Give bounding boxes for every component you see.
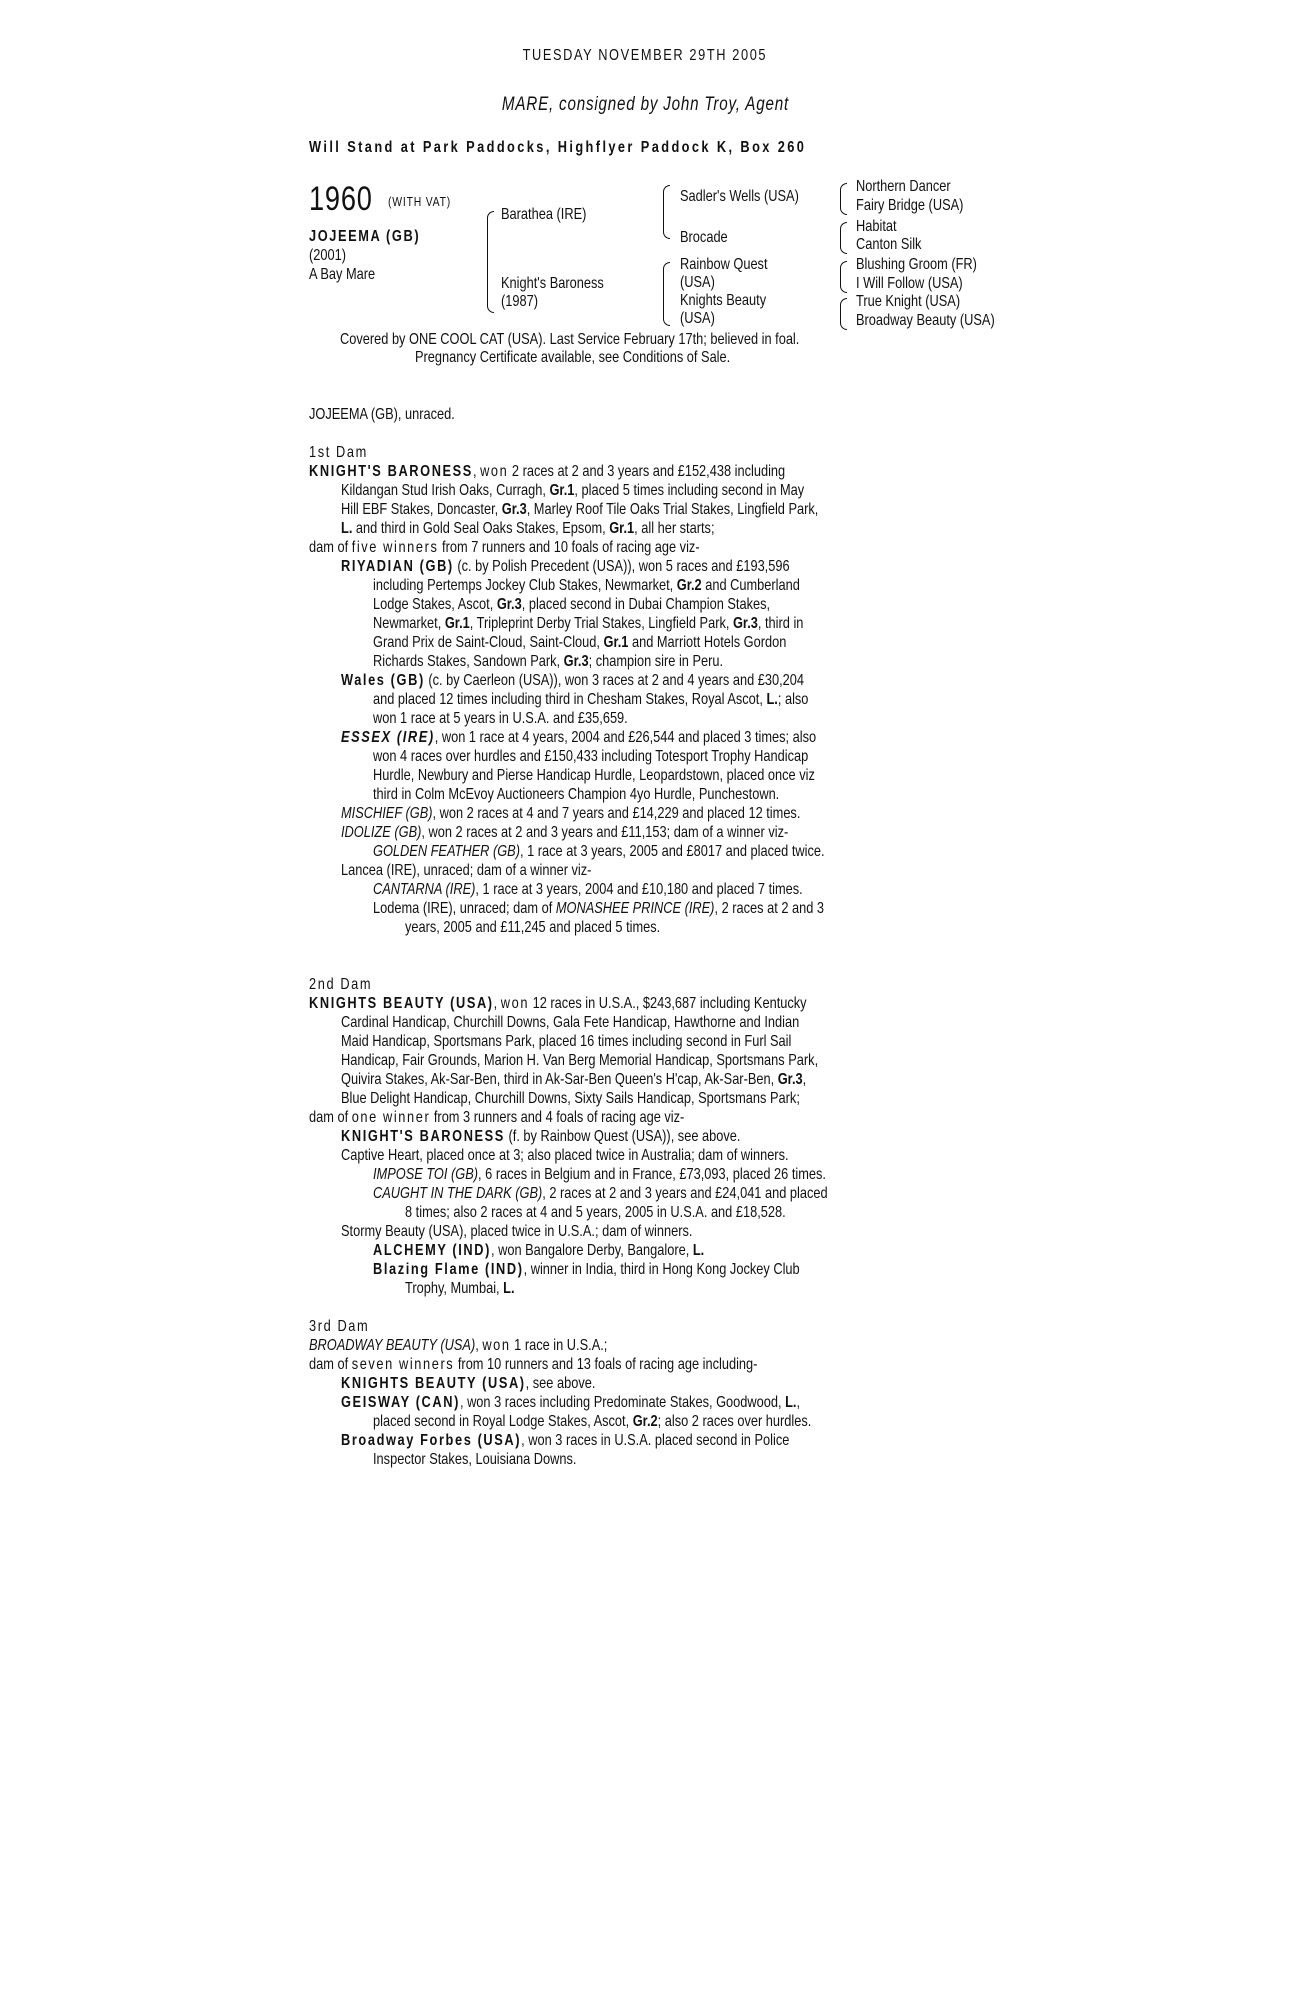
text-segment: won <box>500 995 530 1012</box>
text-segment: Gr.3 <box>732 615 758 632</box>
text-line <box>309 880 1159 899</box>
text-line-content <box>341 557 790 576</box>
pedigree-dss: Blushing Groom (FR) <box>856 256 977 273</box>
text-line-content <box>309 1355 757 1374</box>
covered-line-2: Pregnancy Certificate available, see Conditions of Sale. <box>415 349 731 366</box>
text-segment: , all her starts; <box>634 520 715 537</box>
text-line <box>309 918 1159 937</box>
text-line-content <box>341 1222 692 1241</box>
text-line <box>309 975 1159 994</box>
text-line-content <box>373 633 786 652</box>
stand-location: Will Stand at Park Paddocks, Highflyer Paddock K, Box 260 <box>309 139 807 156</box>
text-segment: Trophy, Mumbai, <box>405 1280 504 1297</box>
pedigree-brace-ss <box>840 183 847 215</box>
text-segment: Captive Heart, placed once at 3; also placed twice in Australia; dam of winners. <box>341 1147 789 1164</box>
text-segment: , 1 race at 3 years, 2005 and £8017 and placed twice. <box>519 843 825 860</box>
text-line-content <box>341 1032 791 1051</box>
text-line-content <box>309 538 700 557</box>
text-segment: MONASHEE PRINCE (IRE) <box>555 900 715 917</box>
text-segment: (f. by Rainbow Quest (USA)), see above. <box>504 1128 741 1145</box>
vat-note: (WITH VAT) <box>388 194 452 209</box>
text-segment: Gr.3 <box>563 653 589 670</box>
text-line-content <box>341 1013 799 1032</box>
text-segment: , won 2 races at 2 and 3 years and £11,153; dam of a winner viz- <box>421 824 789 841</box>
text-segment: 3rd Dam <box>309 1318 370 1335</box>
text-segment: five winners <box>351 539 439 556</box>
text-segment: , won 3 races including Predominate Stakes, Goodwood, <box>459 1394 786 1411</box>
text-segment: JOJEEMA (GB), unraced. <box>309 406 455 423</box>
text-line <box>309 1355 1159 1374</box>
text-segment: Wales (GB) <box>341 672 425 689</box>
text-line-content <box>309 1336 607 1355</box>
text-segment: one winner <box>351 1109 431 1126</box>
spacer <box>309 956 1159 975</box>
text-segment: , third in <box>757 615 804 632</box>
text-segment: IMPOSE TOI (GB) <box>373 1166 479 1183</box>
pedigree-brace-dd <box>840 298 847 330</box>
text-line-content <box>309 462 785 481</box>
pedigree-sds: Habitat <box>856 218 897 235</box>
text-line-content <box>341 1051 818 1070</box>
text-segment: , <box>493 995 501 1012</box>
text-line <box>309 1260 1159 1279</box>
text-segment: Gr.3 <box>501 501 527 518</box>
text-line-content <box>373 1450 576 1469</box>
horse-description: A Bay Mare <box>309 266 376 283</box>
text-segment: KNIGHT'S BARONESS <box>341 1128 505 1145</box>
pedigree-sire: Barathea (IRE) <box>501 206 587 223</box>
text-segment: GOLDEN FEATHER (GB) <box>373 843 520 860</box>
text-line <box>309 899 1159 918</box>
text-segment: IDOLIZE (GB) <box>341 824 422 841</box>
spacer <box>309 424 1159 443</box>
text-line <box>309 1336 1159 1355</box>
text-segment: Maid Handicap, Sportsmans Park, placed 16 times including second in Furl Sail <box>341 1033 792 1050</box>
text-line-content <box>373 747 808 766</box>
pedigree-dam-sire-country: (USA) <box>680 274 715 291</box>
text-segment: from 7 runners and 10 foals of racing age viz- <box>438 539 700 556</box>
text-segment: , placed 5 times including second in May <box>574 482 805 499</box>
text-line-content <box>373 880 803 899</box>
text-segment: won <box>480 463 509 480</box>
pedigree-dds: True Knight (USA) <box>856 293 961 310</box>
consignor-line: MARE, consigned by John Troy, Agent <box>501 94 789 115</box>
text-line-content <box>373 842 825 861</box>
pedigree-sire-sire: Sadler's Wells (USA) <box>680 188 799 205</box>
text-segment: Grand Prix de Saint-Cloud, Saint-Cloud, <box>373 634 604 651</box>
text-line <box>309 1222 1159 1241</box>
text-segment: Newmarket, <box>373 615 445 632</box>
text-line-content <box>309 1317 369 1336</box>
text-segment: KNIGHTS BEAUTY (USA) <box>309 995 494 1012</box>
text-segment: won 4 races over hurdles and £150,433 including Totesport Trophy Handicap <box>373 748 809 765</box>
text-segment: BROADWAY BEAUTY (USA) <box>309 1337 476 1354</box>
text-line <box>309 690 1159 709</box>
text-segment: ALCHEMY (IND) <box>373 1242 491 1259</box>
text-line-content <box>341 1393 800 1412</box>
text-segment: placed second in Royal Lodge Stakes, Ascot, <box>373 1413 633 1430</box>
text-line-content <box>373 709 628 728</box>
pedigree-brace-main <box>487 211 494 313</box>
text-segment: Handicap, Fair Grounds, Marion H. Van Berg Memorial Handicap, Sportsmans Park, <box>341 1052 819 1069</box>
pedigree-sdd: Canton Silk <box>856 236 922 253</box>
text-segment: Richards Stakes, Sandown Park, <box>373 653 564 670</box>
text-segment: , winner in India, third in Hong Kong Jockey Club <box>523 1261 800 1278</box>
text-line <box>309 405 1159 424</box>
text-segment: including Pertemps Jockey Club Stakes, Newmarket, <box>373 577 677 594</box>
text-line-content <box>309 443 368 462</box>
pedigree-dam-year: (1987) <box>501 293 538 310</box>
text-segment: , 1 race at 3 years, 2004 and £10,180 and placed 7 times. <box>475 881 803 898</box>
text-segment: seven winners <box>351 1356 455 1373</box>
text-segment: ; also 2 races over hurdles. <box>657 1413 812 1430</box>
text-line-content <box>373 766 815 785</box>
text-line <box>309 747 1159 766</box>
text-segment: , see above. <box>525 1375 596 1392</box>
text-line <box>309 1317 1159 1336</box>
text-segment: 12 races in U.S.A., $243,687 including Kentucky <box>529 995 807 1012</box>
text-segment: KNIGHTS BEAUTY (USA) <box>341 1375 526 1392</box>
pedigree-dam-dam-country: (USA) <box>680 310 715 327</box>
text-segment: ESSEX (IRE) <box>341 729 435 746</box>
text-line <box>309 652 1159 671</box>
text-segment: CAUGHT IN THE DARK (GB) <box>373 1185 543 1202</box>
text-segment: , placed second in Dubai Champion Stakes, <box>521 596 771 613</box>
text-line <box>309 1127 1159 1146</box>
text-segment: Cardinal Handicap, Churchill Downs, Gala Fete Handicap, Hawthorne and Indian <box>341 1014 800 1031</box>
text-segment: won <box>482 1337 511 1354</box>
text-segment: dam of <box>309 1356 352 1373</box>
text-segment: , 6 races in Belgium and in France, £73,093, placed 26 times. <box>478 1166 826 1183</box>
horse-name: JOJEEMA (GB) <box>309 228 421 245</box>
pedigree-sire-dam: Brocade <box>680 229 728 246</box>
text-segment: Hill EBF Stakes, Doncaster, <box>341 501 502 518</box>
text-segment: , Marley Roof Tile Oaks Trial Stakes, Lingfield Park, <box>526 501 819 518</box>
text-line <box>309 462 1159 481</box>
text-segment: 8 times; also 2 races at 4 and 5 years, 2005 in U.S.A. and £18,528. <box>405 1204 786 1221</box>
pedigree-dam-dam: Knights Beauty <box>680 292 767 309</box>
text-line <box>309 785 1159 804</box>
covered-line-1: Covered by ONE COOL CAT (USA). Last Service February 17th; believed in foal. <box>340 331 800 348</box>
text-segment: Gr.1 <box>603 634 629 651</box>
text-line <box>309 1146 1159 1165</box>
text-line <box>309 994 1159 1013</box>
text-line-content <box>309 994 807 1013</box>
text-segment: , <box>796 1394 801 1411</box>
text-segment: from 3 runners and 4 foals of racing age viz- <box>430 1109 685 1126</box>
text-segment: L. <box>766 691 778 708</box>
text-segment: , <box>472 463 481 480</box>
text-line-content <box>405 1203 786 1222</box>
text-segment: from 10 runners and 13 foals of racing age including- <box>454 1356 758 1373</box>
text-line-content <box>373 595 770 614</box>
text-line <box>309 1165 1159 1184</box>
text-line-content <box>373 1260 800 1279</box>
text-segment: Gr.3 <box>496 596 522 613</box>
text-segment: , <box>475 1337 483 1354</box>
text-line <box>309 1203 1159 1222</box>
text-line-content <box>309 975 372 994</box>
text-segment: L. <box>341 520 353 537</box>
pedigree-brace-ds <box>840 261 847 293</box>
text-line <box>309 614 1159 633</box>
text-segment: 1st Dam <box>309 444 368 461</box>
text-line-content <box>341 671 804 690</box>
text-segment: Kildangan Stud Irish Oaks, Curragh, <box>341 482 550 499</box>
spacer <box>309 1298 1159 1317</box>
text-segment: , Tripleprint Derby Trial Stakes, Lingfield Park, <box>469 615 733 632</box>
text-line-content <box>373 785 779 804</box>
text-line-content <box>309 1108 684 1127</box>
text-segment: 1 race in U.S.A.; <box>510 1337 608 1354</box>
text-segment: Gr.2 <box>676 577 702 594</box>
text-segment: , 2 races at 2 and 3 years and £24,041 and placed <box>542 1185 828 1202</box>
pedigree-ddd: Broadway Beauty (USA) <box>856 312 995 329</box>
pedigree-dam-sire: Rainbow Quest <box>680 256 768 273</box>
text-line-content <box>405 918 660 937</box>
text-line-content <box>341 481 804 500</box>
text-line-content <box>373 690 808 709</box>
text-line <box>309 557 1159 576</box>
text-line <box>309 633 1159 652</box>
pedigree-brace-sd <box>840 222 847 254</box>
text-segment: , won 2 races at 4 and 7 years and £14,229 and placed 12 times. <box>432 805 801 822</box>
text-segment: years, 2005 and £11,245 and placed 5 times. <box>405 919 661 936</box>
text-line <box>309 500 1159 519</box>
produce-record <box>309 405 1159 1469</box>
text-line <box>309 1412 1159 1431</box>
text-segment: , 2 races at 2 and 3 <box>714 900 825 917</box>
text-segment: third in Colm McEvoy Auctioneers Champion 4yo Hurdle, Punchestown. <box>373 786 780 803</box>
text-line <box>309 709 1159 728</box>
text-line-content <box>341 500 818 519</box>
text-segment: Gr.1 <box>549 482 575 499</box>
text-segment: ; also <box>777 691 809 708</box>
text-segment: and placed 12 times including third in Chesham Stakes, Royal Ascot, <box>373 691 767 708</box>
text-line-content <box>341 1374 595 1393</box>
text-line-content <box>373 1412 811 1431</box>
text-line-content <box>341 519 715 538</box>
text-segment: Blue Delight Handicap, Churchill Downs, Sixty Sails Handicap, Sportsmans Park; <box>341 1090 800 1107</box>
text-segment: Stormy Beauty (USA), placed twice in U.S.A.; dam of winners. <box>341 1223 693 1240</box>
text-line-content <box>341 1089 800 1108</box>
pedigree-dsd: I Will Follow (USA) <box>856 275 963 292</box>
text-segment: , <box>802 1071 807 1088</box>
text-segment: MISCHIEF (GB) <box>341 805 433 822</box>
text-line-content <box>341 1070 806 1089</box>
text-line-content <box>373 1241 704 1260</box>
text-segment: Gr.3 <box>777 1071 803 1088</box>
text-segment: Lancea (IRE), unraced; dam of a winner viz- <box>341 862 592 879</box>
text-line-content <box>341 804 800 823</box>
text-segment: dam of <box>309 539 352 556</box>
pedigree-brace-sire <box>663 185 670 239</box>
text-segment: and Marriott Hotels Gordon <box>628 634 787 651</box>
text-segment: KNIGHT'S BARONESS <box>309 463 473 480</box>
text-line-content <box>373 1165 826 1184</box>
text-segment: Gr.1 <box>609 520 635 537</box>
text-line-content <box>341 728 816 747</box>
text-segment: and Cumberland <box>701 577 800 594</box>
text-line-content <box>309 405 455 424</box>
pedigree-dam: Knight's Baroness <box>501 275 604 292</box>
text-line <box>309 1108 1159 1127</box>
text-line <box>309 1013 1159 1032</box>
text-segment: Gr.2 <box>632 1413 658 1430</box>
text-segment: and third in Gold Seal Oaks Stakes, Epsom, <box>352 520 610 537</box>
text-segment: Lodge Stakes, Ascot, <box>373 596 497 613</box>
text-line-content <box>341 1431 789 1450</box>
text-segment: 2nd Dam <box>309 976 373 993</box>
text-line-content <box>341 823 788 842</box>
text-segment: Inspector Stakes, Louisiana Downs. <box>373 1451 577 1468</box>
text-segment: L. <box>785 1394 797 1411</box>
text-line <box>309 861 1159 880</box>
text-segment: Blazing Flame (IND) <box>373 1261 524 1278</box>
text-line <box>309 1089 1159 1108</box>
text-line <box>309 519 1159 538</box>
text-segment: RIYADIAN (GB) <box>341 558 454 575</box>
text-segment: Broadway Forbes (USA) <box>341 1432 522 1449</box>
text-line-content <box>373 1184 828 1203</box>
text-line <box>309 766 1159 785</box>
text-line <box>309 671 1159 690</box>
text-line <box>309 1279 1159 1298</box>
text-line <box>309 1450 1159 1469</box>
text-line <box>309 481 1159 500</box>
text-line-content <box>373 899 824 918</box>
text-segment: won 1 race at 5 years in U.S.A. and £35,659. <box>373 710 628 727</box>
text-segment: L. <box>503 1280 515 1297</box>
sale-date: TUESDAY NOVEMBER 29TH 2005 <box>522 47 768 64</box>
text-segment: (c. by Polish Precedent (USA)), won 5 races and £193,596 <box>453 558 790 575</box>
text-segment: , won 3 races in U.S.A. placed second in Police <box>521 1432 790 1449</box>
text-line <box>309 538 1159 557</box>
pedigree-ssd: Fairy Bridge (USA) <box>856 197 964 214</box>
lot-number-block <box>309 180 389 218</box>
text-line-content <box>405 1279 515 1298</box>
spacer <box>309 937 1159 956</box>
lot-number: 1960 <box>309 180 373 218</box>
text-line-content <box>341 861 591 880</box>
text-segment: (c. by Caerleon (USA)), won 3 races at 2 and 4 years and £30,204 <box>424 672 805 689</box>
text-segment: CANTARNA (IRE) <box>373 881 476 898</box>
text-line <box>309 804 1159 823</box>
text-line-content <box>373 614 803 633</box>
pedigree-brace-dam <box>663 262 670 326</box>
text-line <box>309 1393 1159 1412</box>
text-line <box>309 1184 1159 1203</box>
pedigree-sss: Northern Dancer <box>856 178 951 195</box>
text-segment: dam of <box>309 1109 352 1126</box>
text-segment: Hurdle, Newbury and Pierse Handicap Hurdle, Leopardstown, placed once viz <box>373 767 815 784</box>
text-line <box>309 842 1159 861</box>
text-line-content <box>373 652 723 671</box>
text-line-content <box>341 1146 789 1165</box>
text-line <box>309 443 1159 462</box>
text-segment: ; champion sire in Peru. <box>588 653 724 670</box>
text-line-content <box>373 576 800 595</box>
foaling-year: (2001) <box>309 247 346 264</box>
text-segment: GEISWAY (CAN) <box>341 1394 460 1411</box>
text-line <box>309 576 1159 595</box>
text-line <box>309 595 1159 614</box>
text-line <box>309 1431 1159 1450</box>
text-segment: 2 races at 2 and 3 years and £152,438 including <box>508 463 786 480</box>
text-line <box>309 728 1159 747</box>
text-segment: Gr.1 <box>444 615 470 632</box>
text-line <box>309 823 1159 842</box>
text-segment: L. <box>692 1242 705 1259</box>
text-line <box>309 1241 1159 1260</box>
text-segment: Lodema (IRE), unraced; dam of <box>373 900 556 917</box>
text-line <box>309 1374 1159 1393</box>
text-line <box>309 1051 1159 1070</box>
text-line-content <box>341 1127 740 1146</box>
text-segment: , won 1 race at 4 years, 2004 and £26,544 and placed 3 times; also <box>434 729 817 746</box>
text-line <box>309 1070 1159 1089</box>
text-line <box>309 1032 1159 1051</box>
text-segment: , won Bangalore Derby, Bangalore, <box>490 1242 693 1259</box>
text-segment: Quivira Stakes, Ak-Sar-Ben, third in Ak-Sar-Ben Queen's H'cap, Ak-Sar-Ben, <box>341 1071 778 1088</box>
